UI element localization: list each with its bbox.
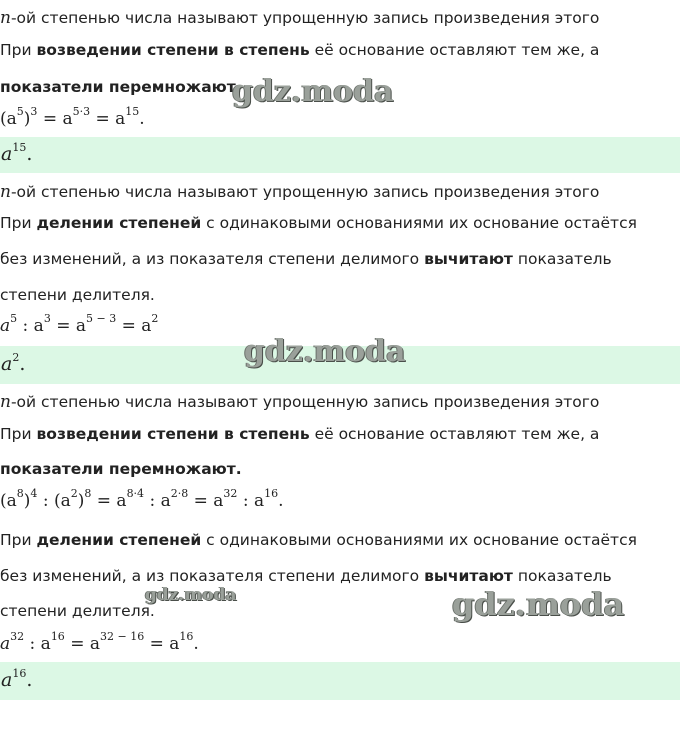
rule-division-2: При делении степеней с одинаковыми основаниями их основание остаётся xyxy=(0,214,637,232)
answer-box-3 xyxy=(0,662,680,700)
rule-division-3: При делении степеней с одинаковыми основаниями их основание остаётся xyxy=(0,531,637,549)
answer-1: $a^{15}$. xyxy=(1,140,33,165)
answer-3: $a^{16}$. xyxy=(1,666,33,691)
rule-divisor-3: степени делителя. xyxy=(0,602,155,620)
rule-multiply-exponents-3: показатели перемножают. xyxy=(0,460,242,478)
answer-2: $a^2$. xyxy=(1,350,26,375)
rule-power-of-power-3: При возведении степени в степень её основание оставляют тем же, а xyxy=(0,425,600,443)
rule-subtract-2: без изменений, а из показателя степени делимого вычитают показатель xyxy=(0,250,612,268)
answer-box-1 xyxy=(0,137,680,173)
formula-1: $(a^5)^3 = a^{5\cdot 3} = a^{15}$. xyxy=(0,105,145,129)
answer-box-2 xyxy=(0,346,680,384)
definition-text-2: n-ой степенью числа называют упрощенную запись произведения этого xyxy=(0,182,600,202)
rule-subtract-3: без изменений, а из показателя степени делимого вычитают показатель xyxy=(0,567,612,585)
formula-2: $a^5$ : $a^3 = a^{5 - 3} = a^2$ xyxy=(0,312,159,336)
watermark-logo: gdz.moda xyxy=(244,334,406,369)
watermark-logo: gdz.moda xyxy=(232,74,394,109)
watermark-logo: gdz.moda xyxy=(452,585,625,623)
watermark-logo-small: gdz.moda xyxy=(145,585,237,605)
definition-text-3: n-ой степенью числа называют упрощенную запись произведения этого xyxy=(0,392,600,412)
rule-multiply-exponents-1: показатели перемножают. xyxy=(0,78,242,96)
rule-power-of-power-1: При возведении степени в степень её основание оставляют тем же, а xyxy=(0,41,600,59)
formula-4: $a^{32}$ : $a^{16} = a^{32 - 16} = a^{16}$. xyxy=(0,630,199,654)
definition-text-1: n-ой степенью числа называют упрощенную запись произведения этого xyxy=(0,8,600,28)
formula-3: $(a^8)^4$ : $(a^2)^8 = a^{8\cdot 4}$ : $a^{2\cdot 8} = a^{32}$ : $a^{16}$. xyxy=(0,487,284,511)
rule-divisor-2: степени делителя. xyxy=(0,286,155,304)
